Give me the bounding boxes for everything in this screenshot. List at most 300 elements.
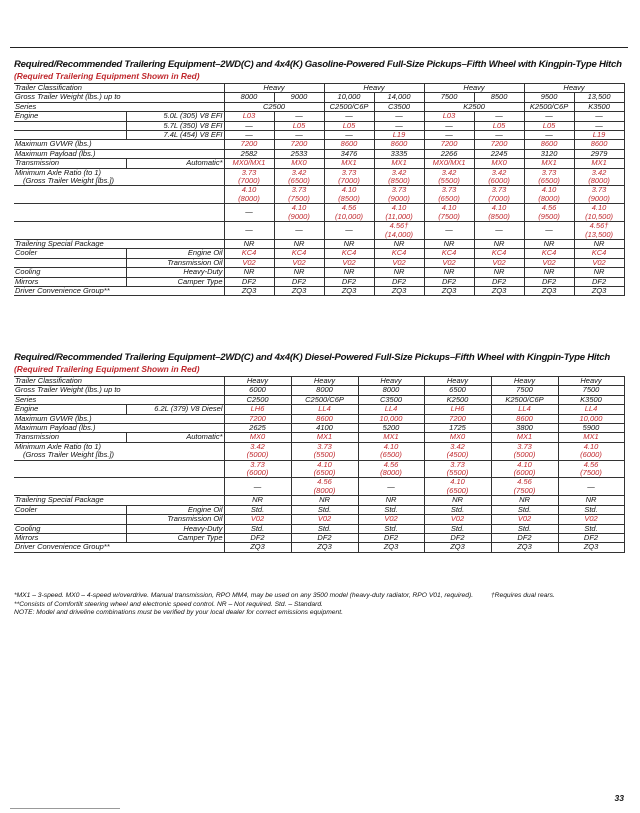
table-cell — [491, 478, 558, 496]
table-cell — [574, 93, 624, 102]
table-cell — [474, 249, 524, 258]
table-row — [14, 159, 624, 168]
cell-value: C2500 — [262, 102, 286, 111]
cell-value: K3500 — [588, 102, 610, 111]
table-row — [14, 405, 624, 414]
table-cell — [291, 386, 358, 395]
cell-value: C3500 — [379, 395, 403, 404]
table-cell — [224, 433, 291, 442]
table-cell — [374, 268, 424, 277]
table-cell — [274, 168, 324, 186]
table-cell — [291, 543, 358, 552]
table-cell — [474, 204, 524, 222]
cell-value: MX1 — [591, 158, 607, 168]
footnote-transmission-text: *MX1 – 3-speed. MX0 – 4-speed w/overdrive. Manual transmission, RPO MM4, may be used on any 3500 model (heavy-duty radiator, RPO V01, required). — [14, 592, 474, 599]
cell-value: Trailering Special Package — [15, 495, 104, 505]
table-cell — [274, 121, 324, 130]
cell-subvalue: (5000) — [246, 450, 269, 460]
table-cell — [558, 424, 624, 433]
cell-value: MX1 — [391, 158, 407, 168]
cell-value: MX0/MX1 — [432, 158, 466, 168]
cell-value: V02 — [392, 258, 406, 267]
cell-subvalue: (7000) — [488, 193, 510, 203]
cell-value: 5.7L (350) V8 EFI — [163, 121, 223, 130]
cell-value: NR — [393, 239, 405, 248]
cell-value: ZQ3 — [241, 286, 257, 295]
cell-value: NR — [243, 239, 255, 248]
cell-value: L03 — [442, 111, 456, 121]
cell-value: 8000 — [240, 92, 258, 102]
table-row — [14, 442, 624, 460]
cell-value: DF2 — [241, 277, 257, 286]
table-cell — [224, 249, 274, 258]
table-cell — [574, 102, 624, 111]
row-label-cell — [14, 377, 224, 386]
table-cell — [574, 140, 624, 149]
cell-value: — — [295, 130, 303, 140]
table-cell — [324, 121, 374, 130]
cell-value: V02 — [250, 514, 265, 524]
cell-value: — — [595, 111, 603, 121]
cell-value: 4.56 — [583, 460, 599, 469]
cell-value: 2582 — [240, 149, 258, 158]
row-label-cell — [14, 286, 224, 295]
cell-value: LL4 — [318, 404, 331, 414]
table-cell — [474, 121, 524, 130]
table-row — [14, 258, 624, 267]
table-cell — [358, 442, 424, 460]
cell-value: Std. — [517, 505, 532, 514]
cell-value: ZQ3 — [317, 542, 332, 552]
cell-value: NR — [519, 495, 530, 505]
table-cell — [224, 386, 291, 395]
cell-value: 3.73 — [591, 185, 607, 195]
cell-value: ZQ3 — [391, 286, 407, 295]
cell-value: DF2 — [517, 533, 532, 542]
cell-value: 4.56† — [389, 221, 409, 231]
table-cell — [424, 222, 474, 240]
row-label-cell — [14, 424, 224, 433]
cell-value: MX1 — [516, 432, 533, 442]
table-cell — [491, 515, 558, 524]
cell-value: 3.73 — [541, 168, 557, 177]
cell-value: C2500/C6P — [329, 102, 369, 111]
table-cell — [324, 277, 374, 286]
cell-value: K2500/C6P — [529, 102, 569, 111]
cell-value: L19 — [592, 130, 606, 140]
cell-value: NR — [343, 267, 355, 277]
table-cell — [558, 543, 624, 552]
cell-value: K2500/C6P — [505, 395, 544, 404]
cell-value: — — [545, 225, 553, 235]
cell-value: KC4 — [541, 248, 557, 258]
cell-value: Maximum Payload (lbs.) — [15, 423, 96, 433]
cell-value: L05 — [342, 121, 356, 130]
cell-value: — — [395, 111, 403, 121]
cell-value: 3335 — [390, 149, 408, 158]
table-cell — [374, 239, 424, 248]
table-cell — [274, 277, 324, 286]
table-cell — [224, 131, 274, 140]
cell-value: 7500 — [516, 385, 533, 395]
table-cell — [524, 93, 574, 102]
table-cell — [424, 239, 474, 248]
cell-subvalue: (10,000) — [335, 211, 363, 221]
table-cell — [424, 168, 474, 186]
cell-value: Std. — [450, 524, 465, 533]
cell-value: Heavy — [380, 376, 402, 385]
table-cell — [558, 460, 624, 478]
table-cell — [224, 186, 274, 204]
cell-value: 7200 — [490, 139, 508, 149]
cell-value: NR — [543, 239, 555, 248]
table-row — [14, 478, 624, 496]
cell-value: 7200 — [249, 414, 266, 423]
table-cell — [274, 140, 324, 149]
table-cell — [358, 505, 424, 514]
cell-value: NR — [252, 495, 263, 505]
row-label-cell — [14, 268, 126, 277]
table-cell — [558, 533, 624, 542]
cell-value: 2533 — [290, 149, 308, 158]
cell-value: Cooling — [15, 524, 41, 533]
cell-value: NR — [493, 239, 505, 248]
cell-value: Heavy — [446, 376, 469, 385]
table-cell — [291, 424, 358, 433]
diesel-table-title: Required/Recommended Trailering Equipment–2WD(C) and 4x4(K) Diesel-Powered Full-Size Pickups–Fifth Wheel with Kingpin-Type Hitch — [14, 352, 610, 363]
table-cell — [358, 414, 424, 423]
cell-value: ZQ3 — [583, 542, 599, 552]
table-row — [14, 168, 624, 186]
cell-value: Trailering Special Package — [15, 239, 104, 248]
table-cell — [524, 239, 574, 248]
cell-subvalue: (7000) — [338, 176, 360, 186]
table-row — [14, 414, 624, 423]
table-cell — [524, 112, 574, 121]
table-cell — [474, 222, 524, 240]
diesel-table-subtitle: (Required Trailering Equipment Shown in Red) — [14, 364, 200, 374]
row-label-cell — [14, 239, 224, 248]
cell-subvalue: (7000) — [238, 176, 260, 186]
table-cell — [358, 395, 424, 404]
row-label-cell — [126, 258, 224, 267]
cell-value: Transmission Oil — [167, 258, 223, 267]
cell-subvalue: (9000) — [288, 211, 310, 221]
cell-value: L05 — [292, 121, 306, 130]
table-row — [14, 268, 624, 277]
cell-value: Transmission Oil — [167, 514, 223, 524]
table-cell — [358, 496, 424, 505]
cell-value: 7.4L (454) V8 EFI — [163, 130, 223, 140]
cell-value: 3.73 — [517, 442, 532, 451]
table-cell — [574, 268, 624, 277]
table-cell — [574, 204, 624, 222]
cell-value: 4.56 — [341, 203, 357, 213]
cell-value: — — [545, 130, 553, 140]
table-cell — [324, 112, 374, 121]
cell-subvalue: (5500) — [313, 450, 336, 460]
cell-subvalue: (9500) — [538, 211, 560, 221]
cell-value: NR — [293, 267, 305, 277]
cell-value: Heavy — [246, 376, 269, 385]
table-cell — [224, 277, 274, 286]
table-cell — [424, 204, 474, 222]
row-label-cell — [14, 386, 224, 395]
table-cell — [424, 277, 474, 286]
cell-subvalue: (10,500) — [585, 211, 614, 221]
table-cell — [224, 442, 291, 460]
table-cell — [374, 112, 424, 121]
table-cell — [291, 395, 358, 404]
cell-value: Driver Convenience Group** — [15, 286, 110, 295]
cell-value: 13,500 — [587, 92, 611, 102]
table-cell — [524, 286, 574, 295]
cell-subvalue: (6500) — [446, 485, 469, 495]
cell-value: Heavy — [363, 83, 385, 92]
cell-value: Heavy — [463, 83, 485, 92]
row-label-cell — [14, 112, 126, 121]
table-cell — [224, 93, 274, 102]
table-cell — [358, 433, 424, 442]
table-cell — [574, 258, 624, 267]
cell-value: — — [295, 225, 303, 235]
gas-table-title: Required/Recommended Trailering Equipment–2WD(C) and 4x4(K) Gasoline-Powered Full-Size Pickups–Fifth Wheel with Kingpin-Type Hitch — [14, 59, 622, 70]
cell-value: C2500/C6P — [305, 395, 344, 404]
cell-value: LL4 — [518, 404, 531, 414]
table-cell — [324, 239, 374, 248]
cell-value: V02 — [517, 514, 532, 524]
table-cell — [224, 496, 291, 505]
table-cell — [274, 258, 324, 267]
cell-value: 4.10 — [517, 460, 532, 469]
row-label-cell — [14, 277, 126, 286]
cell-value: KC4 — [491, 248, 507, 258]
cell-subvalue: (6000) — [488, 176, 510, 186]
cell-value: — — [245, 225, 253, 235]
table-cell — [274, 286, 324, 295]
table-cell — [491, 543, 558, 552]
cell-value: NR — [393, 267, 405, 277]
cell-subvalue: (8000) — [313, 485, 336, 495]
table-cell — [358, 533, 424, 542]
table-cell — [274, 131, 324, 140]
table-cell — [558, 524, 624, 533]
table-cell — [574, 121, 624, 130]
cell-subvalue: (7500) — [288, 193, 310, 203]
table-cell — [224, 140, 274, 149]
table-cell — [374, 140, 424, 149]
cell-value: Trailer Classification — [15, 376, 82, 385]
table-cell — [424, 286, 474, 295]
table-cell — [224, 149, 274, 158]
table-row — [14, 433, 624, 442]
table-cell — [424, 460, 491, 478]
table-cell — [424, 533, 491, 542]
table-cell — [474, 258, 524, 267]
cell-value: MX0/MX1 — [232, 158, 266, 168]
cell-value: Heavy — [313, 376, 336, 385]
footnotes — [14, 592, 626, 618]
cell-subvalue: (6500) — [438, 193, 460, 203]
table-cell — [224, 286, 274, 295]
cell-value: — — [395, 121, 403, 130]
table-row — [14, 496, 624, 505]
cell-value: DF2 — [583, 533, 599, 542]
table-cell — [291, 377, 358, 386]
table-cell — [358, 543, 424, 552]
cell-value: 4.10 — [583, 442, 599, 451]
cell-value: 3.73 — [491, 185, 507, 195]
row-label-cell — [14, 258, 126, 267]
cell-value: 4.56 — [517, 477, 532, 487]
cell-subvalue: (8000) — [238, 193, 260, 203]
table-cell — [491, 524, 558, 533]
row-label-cell — [126, 405, 224, 414]
table-cell — [358, 478, 424, 496]
cell-value: — — [245, 207, 253, 217]
table-cell — [474, 239, 524, 248]
cell-value: 8000 — [316, 385, 333, 395]
table-cell — [524, 168, 574, 186]
cell-value: 3.73 — [291, 185, 307, 195]
table-cell — [358, 424, 424, 433]
table-cell — [491, 424, 558, 433]
cell-value: MX1 — [341, 158, 357, 168]
cell-value: MX0 — [491, 158, 507, 168]
cell-value: 3.42 — [591, 168, 607, 177]
cell-value: MX0 — [291, 158, 307, 168]
cell-value: — — [253, 481, 262, 491]
cell-value: 8500 — [490, 92, 508, 102]
cell-value: 8000 — [382, 385, 400, 395]
cell-value: L03 — [242, 111, 256, 121]
cell-value: KC4 — [391, 248, 407, 258]
cell-value: 10,000 — [337, 92, 361, 102]
diesel-section — [14, 352, 624, 553]
table-row — [14, 121, 624, 130]
cell-value: 8600 — [390, 139, 408, 149]
table-cell — [424, 149, 474, 158]
row-label-cell — [14, 543, 224, 552]
table-cell — [574, 149, 624, 158]
table-cell — [224, 258, 274, 267]
cell-value: DF2 — [591, 277, 607, 286]
cell-value: V02 — [584, 514, 598, 524]
table-cell — [474, 112, 524, 121]
table-cell — [291, 524, 358, 533]
cell-value: V02 — [317, 514, 332, 524]
table-cell — [224, 84, 324, 93]
cell-value: ZQ3 — [383, 542, 399, 552]
table-cell — [424, 543, 491, 552]
table-cell — [324, 159, 374, 168]
table-cell — [574, 222, 624, 240]
cell-value: V02 — [492, 258, 506, 267]
cell-value: 7200 — [240, 139, 258, 149]
row-label-cell — [14, 414, 224, 423]
cell-value: 2245 — [490, 149, 508, 158]
table-row — [14, 524, 624, 533]
table-cell — [524, 149, 574, 158]
cell-value: LH6 — [450, 404, 465, 414]
table-cell — [224, 222, 274, 240]
cell-value: 4.10 — [341, 185, 357, 195]
table-row — [14, 533, 624, 542]
table-cell — [424, 478, 491, 496]
row-label-cell — [14, 93, 224, 102]
cell-value: 6500 — [449, 385, 466, 395]
table-row — [14, 93, 624, 102]
cell-value: Maximum GVWR (lbs.) — [15, 414, 92, 423]
table-row — [14, 377, 624, 386]
gas-section — [14, 59, 624, 296]
cell-value: DF2 — [450, 533, 465, 542]
cell-value: V02 — [384, 514, 398, 524]
table-cell — [224, 478, 291, 496]
cell-value: MX1 — [383, 432, 399, 442]
table-cell — [374, 131, 424, 140]
table-cell — [358, 515, 424, 524]
cell-value: 10,000 — [379, 414, 403, 423]
table-row — [14, 505, 624, 514]
cell-subvalue: (7500) — [580, 468, 602, 478]
footnote-emissions-note: NOTE: Model and driveline combinations must be verified by your local dealer for correct emissions equipment. — [14, 609, 343, 617]
table-cell — [274, 268, 324, 277]
table-cell — [274, 239, 324, 248]
cell-subvalue: (Gross Trailer Weight [lbs.]) — [23, 176, 114, 186]
table-cell — [324, 258, 374, 267]
cell-subvalue: (14,000) — [385, 229, 413, 239]
cell-value: C3500 — [387, 102, 411, 111]
table-cell — [424, 159, 474, 168]
table-cell — [424, 424, 491, 433]
table-cell — [574, 131, 624, 140]
table-cell — [574, 239, 624, 248]
cell-value: KC4 — [241, 248, 257, 258]
table-cell — [291, 505, 358, 514]
table-cell — [424, 496, 491, 505]
row-label-cell — [126, 121, 224, 130]
cell-value: NR — [593, 239, 605, 248]
cell-subvalue: (6500) — [380, 450, 402, 460]
table-cell — [324, 222, 374, 240]
cell-value: KC4 — [441, 248, 457, 258]
table-cell — [424, 442, 491, 460]
cell-subvalue: (11,000) — [385, 211, 413, 221]
table-cell — [558, 478, 624, 496]
cell-value: 8600 — [340, 139, 358, 149]
cell-value: 5.0L (305) V8 EFI — [163, 111, 223, 121]
cell-value: 4.10 — [441, 203, 457, 213]
table-cell — [358, 386, 424, 395]
cell-value: Minimum Axle Ratio (to 1) — [15, 168, 101, 177]
table-cell — [374, 222, 424, 240]
cell-value: Engine Oil — [187, 248, 223, 258]
cell-value: MX1 — [316, 432, 333, 442]
table-cell — [558, 505, 624, 514]
cell-value: 4.10 — [317, 460, 332, 469]
cell-value: LH6 — [250, 404, 265, 414]
cell-value: 4.10 — [291, 203, 307, 213]
table-row — [14, 249, 624, 258]
table-row — [14, 286, 624, 295]
table-cell — [574, 159, 624, 168]
table-cell — [224, 112, 274, 121]
cell-value: 3.73 — [391, 185, 407, 195]
cell-value: Transmission — [15, 432, 60, 442]
cell-value: 3.42 — [291, 168, 307, 177]
footnote-dual-rears: †Requires dual rears. — [490, 592, 555, 599]
